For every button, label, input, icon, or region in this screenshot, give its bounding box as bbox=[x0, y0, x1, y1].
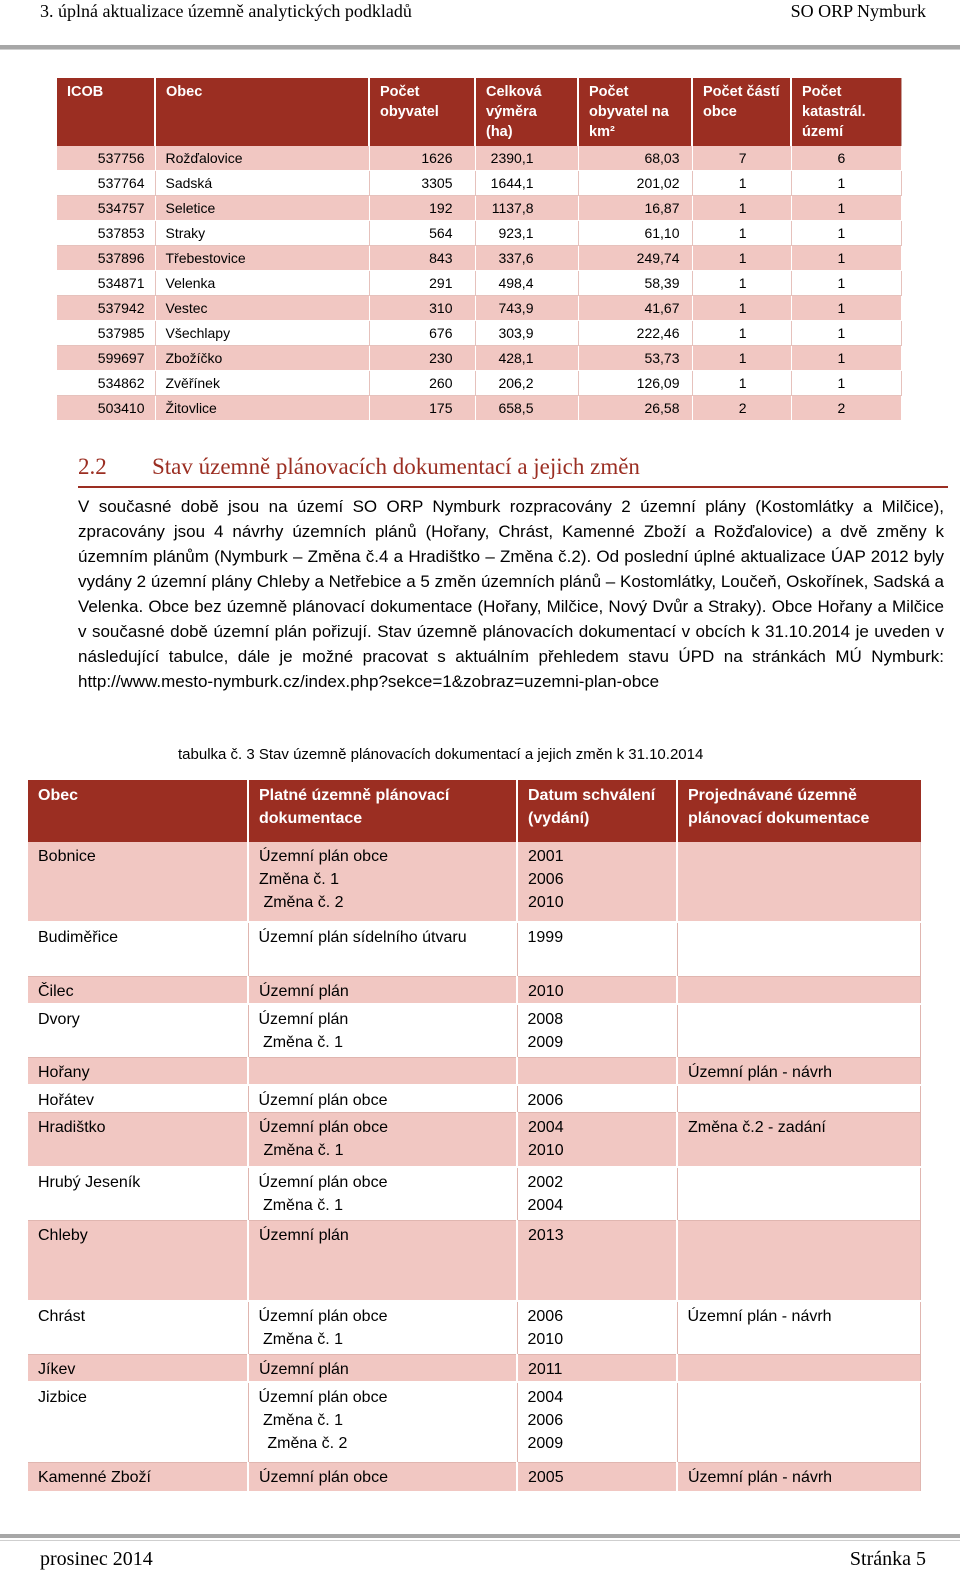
section-title: Stav územně plánovacích dokumentací a jejich změn bbox=[152, 454, 640, 479]
datum-line: 2002 bbox=[527, 1173, 564, 1191]
obyvatel-cell: 1626 bbox=[369, 146, 475, 171]
hustota-cell: 61,10 bbox=[578, 221, 692, 246]
datum-cell bbox=[517, 1462, 677, 1492]
vymera-cell: 743,9 bbox=[475, 296, 578, 321]
vymera-cell: 428,1 bbox=[475, 346, 578, 371]
table-row bbox=[57, 221, 901, 246]
platne-cell bbox=[248, 1004, 517, 1058]
obec-cell: Chleby bbox=[28, 1221, 248, 1301]
platne-cell bbox=[248, 1355, 517, 1383]
platne-document-line: Územní plán bbox=[258, 1010, 349, 1028]
datum-line: 2010 bbox=[528, 894, 564, 911]
hustota-cell: 249,74 bbox=[578, 246, 692, 271]
footer-rule-thin bbox=[0, 1540, 960, 1541]
datum-line: 2006 bbox=[527, 1307, 564, 1325]
projednavane-cell bbox=[677, 922, 920, 976]
datum-line: 2004 bbox=[528, 1119, 564, 1136]
casti-cell: 7 bbox=[692, 146, 791, 171]
column-header: Celková výměra (ha) bbox=[475, 78, 578, 146]
section-heading bbox=[78, 452, 948, 488]
column-header: Platné územně plánovací dokumentace bbox=[248, 780, 517, 842]
datum-cell bbox=[517, 1113, 677, 1167]
table-row bbox=[28, 1301, 920, 1355]
obec-cell: Chrást bbox=[28, 1301, 248, 1355]
icob-cell: 537896 bbox=[57, 246, 155, 271]
obyvatel-cell: 564 bbox=[369, 221, 475, 246]
datum-cell bbox=[517, 1167, 677, 1221]
datum-cell bbox=[517, 1382, 677, 1462]
datum-line: 2009 bbox=[527, 1435, 564, 1452]
platne-document-line: Územní plán obce bbox=[259, 1468, 388, 1486]
projednavane-cell: Změna č.2 - zadání bbox=[677, 1113, 920, 1167]
obec-cell: Hořátev bbox=[28, 1085, 248, 1113]
casti-cell: 1 bbox=[692, 296, 791, 321]
platne-cell bbox=[248, 1113, 517, 1167]
header-organization: SO ORP Nymburk bbox=[790, 1, 926, 21]
page-header bbox=[40, 0, 926, 24]
katastr-cell: 1 bbox=[791, 171, 901, 196]
vymera-cell: 303,9 bbox=[475, 321, 578, 346]
katastr-cell: 1 bbox=[791, 346, 901, 371]
icob-cell: 534862 bbox=[57, 371, 155, 396]
vymera-cell: 923,1 bbox=[475, 221, 578, 246]
katastr-cell: 1 bbox=[791, 271, 901, 296]
obyvatel-cell: 192 bbox=[369, 196, 475, 221]
obec-cell: Zvěřínek bbox=[155, 371, 369, 396]
table-row bbox=[28, 842, 920, 922]
table-row bbox=[57, 321, 901, 346]
footer-rule bbox=[0, 1534, 960, 1538]
platne-document-line: Změna č. 1 bbox=[259, 1142, 344, 1159]
katastr-cell: 2 bbox=[791, 396, 901, 421]
section-number: 2.2 bbox=[78, 454, 107, 479]
obyvatel-cell: 260 bbox=[369, 371, 475, 396]
body-paragraph: V současné době jsou na území SO ORP Nymburk rozpracovány 2 územní plány (Kostomlátky a Milčice), zpracovány jsou 4 návrhy územních plánů (Hořany, Chrást, Kamenné Zboží a Rožďalovice) a dvě změny k územním plánům (Nymburk – Změna č.4 a Hradištko – Změna č.2). Od poslední úplné aktualizace ÚAP 2012 byly vydány 2 územní plány Chleby a Netřebice a 5 změn územních plánů – Kostomlátky, Loučeň, Oskořínek, Sadská a Velenka. Obce bez územně plánovací dokumentace (Hořany, Milčice, Nový Dvůr a Straky). Obce Hořany a Milčice v současné době územní plán pořizují. Stav územně plánovacích dokumentací v obcích k 31.10.2014 je uveden v následující tabulce, dále je možné pracovat s aktuálním přehledem stavu ÚPD na stránkách MÚ Nymburk: http://www.mesto-nymburk.cz/index.php?sekce=1&zobraz=uzemni-plan-obce bbox=[78, 497, 944, 691]
obec-cell: Sadská bbox=[155, 171, 369, 196]
casti-cell: 1 bbox=[692, 221, 791, 246]
platne-cell bbox=[248, 1167, 517, 1221]
obec-cell: Rožďalovice bbox=[155, 146, 369, 171]
datum-line: 2006 bbox=[527, 1412, 564, 1429]
table-row bbox=[28, 1085, 920, 1113]
datum-line: 2004 bbox=[527, 1196, 564, 1214]
datum-cell bbox=[517, 922, 677, 976]
vymera-cell: 337,6 bbox=[475, 246, 578, 271]
casti-cell: 1 bbox=[692, 321, 791, 346]
table-row bbox=[28, 1058, 920, 1086]
table-row bbox=[57, 396, 901, 421]
obec-cell: Seletice bbox=[155, 196, 369, 221]
datum-line: 2006 bbox=[527, 1092, 564, 1109]
header-rule-thin bbox=[0, 49, 960, 50]
column-header: Počet katastrál. území bbox=[791, 78, 901, 146]
projednavane-cell bbox=[677, 1085, 920, 1113]
platne-document-line: Územní plán bbox=[259, 982, 349, 1000]
projednavane-cell: Územní plán - návrh bbox=[677, 1058, 920, 1086]
footer-page-number: Stránka 5 bbox=[849, 1548, 926, 1570]
obec-cell: Hořany bbox=[28, 1058, 248, 1086]
platne-cell bbox=[248, 842, 517, 922]
datum-line: 2005 bbox=[528, 1468, 564, 1486]
vymera-cell: 206,2 bbox=[475, 371, 578, 396]
hustota-cell: 58,39 bbox=[578, 271, 692, 296]
icob-cell: 534871 bbox=[57, 271, 155, 296]
katastr-cell: 1 bbox=[791, 296, 901, 321]
obec-cell: Velenka bbox=[155, 271, 369, 296]
hustota-cell: 126,09 bbox=[578, 371, 692, 396]
obyvatel-cell: 843 bbox=[369, 246, 475, 271]
column-header: Počet částí obce bbox=[692, 78, 791, 146]
platne-document-line: Územní plán obce bbox=[259, 1119, 388, 1136]
table-row bbox=[57, 296, 901, 321]
projednavane-cell: Územní plán - návrh bbox=[677, 1301, 920, 1355]
table-row bbox=[57, 271, 901, 296]
datum-line: 2010 bbox=[527, 1330, 564, 1348]
katastr-cell: 1 bbox=[791, 196, 901, 221]
obec-cell: Jíkev bbox=[28, 1355, 248, 1383]
platne-document-line: Územní plán obce bbox=[258, 1092, 388, 1109]
table-row bbox=[57, 146, 901, 171]
icob-cell: 534757 bbox=[57, 196, 155, 221]
icob-cell: 537942 bbox=[57, 296, 155, 321]
vymera-cell: 1644,1 bbox=[475, 171, 578, 196]
platne-cell bbox=[248, 1058, 517, 1086]
datum-cell bbox=[517, 976, 677, 1004]
platne-cell bbox=[248, 976, 517, 1004]
table-header-row bbox=[57, 78, 901, 146]
table-row bbox=[28, 976, 920, 1004]
platne-document-line: Územní plán obce bbox=[258, 1389, 388, 1406]
footer-date: prosinec 2014 bbox=[40, 1548, 153, 1570]
obec-cell: Zbožíčko bbox=[155, 346, 369, 371]
platne-document-line: Změna č. 1 bbox=[258, 1033, 343, 1051]
obec-cell: Žitovlice bbox=[155, 396, 369, 421]
column-header: Obec bbox=[155, 78, 369, 146]
katastr-cell: 1 bbox=[791, 221, 901, 246]
hustota-cell: 53,73 bbox=[578, 346, 692, 371]
projednavane-cell bbox=[677, 976, 920, 1004]
obec-cell: Straky bbox=[155, 221, 369, 246]
obyvatel-cell: 310 bbox=[369, 296, 475, 321]
projednavane-cell bbox=[677, 1382, 920, 1462]
column-header: Projednávané územně plánovací dokumentace bbox=[677, 780, 920, 842]
table-row bbox=[28, 1221, 920, 1301]
obec-cell: Bobnice bbox=[28, 842, 248, 922]
table-row bbox=[57, 196, 901, 221]
datum-cell bbox=[517, 1085, 677, 1113]
obec-cell: Dvory bbox=[28, 1004, 248, 1058]
table-caption: tabulka č. 3 Stav územně plánovacích dokumentací a jejich změn k 31.10.2014 bbox=[178, 746, 704, 763]
obyvatel-cell: 291 bbox=[369, 271, 475, 296]
table-row bbox=[28, 1167, 920, 1221]
hustota-cell: 41,67 bbox=[578, 296, 692, 321]
icob-cell: 537853 bbox=[57, 221, 155, 246]
column-header: Počet obyvatel na km² bbox=[578, 78, 692, 146]
table-row bbox=[28, 1462, 920, 1492]
platne-document-line: Územní plán bbox=[259, 1227, 349, 1244]
vymera-cell: 1137,8 bbox=[475, 196, 578, 221]
obyvatel-cell: 676 bbox=[369, 321, 475, 346]
icob-cell: 537756 bbox=[57, 146, 155, 171]
hustota-cell: 222,46 bbox=[578, 321, 692, 346]
katastr-cell: 1 bbox=[791, 321, 901, 346]
datum-line: 2006 bbox=[528, 871, 564, 888]
vymera-cell: 2390,1 bbox=[475, 146, 578, 171]
casti-cell: 1 bbox=[692, 271, 791, 296]
table-row bbox=[57, 171, 901, 196]
hustota-cell: 26,58 bbox=[578, 396, 692, 421]
hustota-cell: 201,02 bbox=[578, 171, 692, 196]
platne-cell bbox=[248, 1462, 517, 1492]
platne-cell bbox=[248, 1382, 517, 1462]
datum-line: 2009 bbox=[527, 1033, 564, 1051]
platne-document-line: Územní plán obce bbox=[258, 1307, 388, 1325]
column-header: Obec bbox=[28, 780, 248, 842]
obec-cell: Třebestovice bbox=[155, 246, 369, 271]
table-row bbox=[57, 346, 901, 371]
vymera-cell: 658,5 bbox=[475, 396, 578, 421]
datum-cell bbox=[517, 1221, 677, 1301]
table-row bbox=[57, 246, 901, 271]
table-row bbox=[28, 1113, 920, 1167]
platne-document-line: Změna č. 2 bbox=[258, 1435, 348, 1452]
datum-line: 1999 bbox=[527, 929, 564, 946]
datum-cell bbox=[517, 1301, 677, 1355]
katastr-cell: 1 bbox=[791, 246, 901, 271]
platne-document-line: Změna č. 1 bbox=[259, 871, 340, 888]
platne-cell bbox=[248, 1221, 517, 1301]
icob-cell: 503410 bbox=[57, 396, 155, 421]
icob-cell: 537985 bbox=[57, 321, 155, 346]
table-row bbox=[57, 371, 901, 396]
obec-cell: Kamenné Zboží bbox=[28, 1462, 248, 1492]
obec-cell: Všechlapy bbox=[155, 321, 369, 346]
platne-document-line: Změna č. 1 bbox=[258, 1330, 343, 1348]
datum-line: 2010 bbox=[528, 1142, 564, 1159]
projednavane-cell bbox=[677, 1221, 920, 1301]
datum-line: 2013 bbox=[528, 1227, 564, 1244]
datum-line: 2008 bbox=[527, 1010, 564, 1028]
obec-cell: Vestec bbox=[155, 296, 369, 321]
platne-document-line: Změna č. 2 bbox=[259, 894, 344, 911]
platne-cell bbox=[248, 922, 517, 976]
datum-line: 2010 bbox=[528, 982, 564, 1000]
projednavane-cell bbox=[677, 1355, 920, 1383]
vymera-cell: 498,4 bbox=[475, 271, 578, 296]
planning-documents-table bbox=[28, 780, 921, 1493]
platne-document-line: Změna č. 1 bbox=[258, 1412, 343, 1429]
datum-cell bbox=[517, 1004, 677, 1058]
projednavane-cell bbox=[677, 842, 920, 922]
datum-cell bbox=[517, 1058, 677, 1086]
obyvatel-cell: 230 bbox=[369, 346, 475, 371]
obec-cell: Hrubý Jeseník bbox=[28, 1167, 248, 1221]
header-document-title: 3. úplná aktualizace územně analytických podkladů bbox=[40, 1, 412, 21]
table-row bbox=[28, 1382, 920, 1462]
platne-document-line: Územní plán obce bbox=[258, 1173, 388, 1191]
hustota-cell: 68,03 bbox=[578, 146, 692, 171]
column-header: ICOB bbox=[57, 78, 155, 146]
datum-line: 2011 bbox=[528, 1361, 563, 1378]
page-footer bbox=[40, 1544, 926, 1572]
datum-line: 2004 bbox=[527, 1389, 564, 1406]
table-row bbox=[28, 922, 920, 976]
obec-cell: Hradištko bbox=[28, 1113, 248, 1167]
table-row bbox=[28, 1004, 920, 1058]
obec-cell: Jizbice bbox=[28, 1382, 248, 1462]
casti-cell: 1 bbox=[692, 246, 791, 271]
platne-document-line: Územní plán bbox=[259, 1361, 349, 1378]
municipality-statistics-table bbox=[57, 78, 902, 421]
datum-cell bbox=[517, 842, 677, 922]
casti-cell: 1 bbox=[692, 371, 791, 396]
projednavane-cell bbox=[677, 1167, 920, 1221]
obyvatel-cell: 3305 bbox=[369, 171, 475, 196]
obec-cell: Čilec bbox=[28, 976, 248, 1004]
obyvatel-cell: 175 bbox=[369, 396, 475, 421]
projednavane-cell bbox=[677, 1004, 920, 1058]
platne-cell bbox=[248, 1085, 517, 1113]
casti-cell: 1 bbox=[692, 346, 791, 371]
obec-cell: Budiměřice bbox=[28, 922, 248, 976]
column-header: Datum schválení (vydání) bbox=[517, 780, 677, 842]
platne-document-line: Územní plán obce bbox=[259, 848, 388, 865]
casti-cell: 2 bbox=[692, 396, 791, 421]
katastr-cell: 6 bbox=[791, 146, 901, 171]
icob-cell: 537764 bbox=[57, 171, 155, 196]
katastr-cell: 1 bbox=[791, 371, 901, 396]
hustota-cell: 16,87 bbox=[578, 196, 692, 221]
platne-document-line: Změna č. 1 bbox=[258, 1196, 343, 1214]
datum-cell bbox=[517, 1355, 677, 1383]
column-header: Počet obyvatel bbox=[369, 78, 475, 146]
table-header-row bbox=[28, 780, 920, 842]
icob-cell: 599697 bbox=[57, 346, 155, 371]
table-row bbox=[28, 1355, 920, 1383]
casti-cell: 1 bbox=[692, 196, 791, 221]
platne-cell bbox=[248, 1301, 517, 1355]
casti-cell: 1 bbox=[692, 171, 791, 196]
projednavane-cell: Územní plán - návrh bbox=[677, 1462, 920, 1492]
platne-document-line: Územní plán sídelního útvaru bbox=[258, 929, 467, 946]
datum-line: 2001 bbox=[528, 848, 564, 865]
